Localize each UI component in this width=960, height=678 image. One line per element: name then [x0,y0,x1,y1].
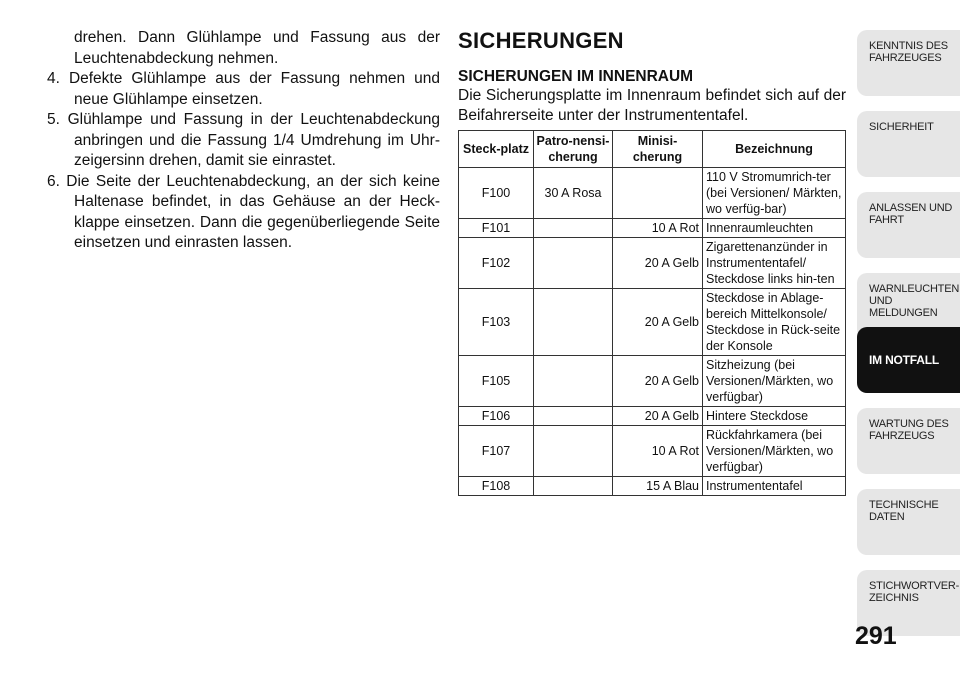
tab-warnleuchten[interactable]: WARNLEUCHTEN UND MELDUNGEN [857,273,960,339]
table-cell [534,477,613,496]
step-text: Defekte Glühlampe aus der Fassung nehmen und neue Glühlampe einsetzen. [68,70,440,108]
step-5 [26,110,440,172]
page-number: 291 [855,622,897,650]
step-text: Die Seite der Leuchtenabdeckung, an der sich keine Haltenase befindet, in das Gehäuse an der Heck-klappe einsetzen. Dann die gegenüberliegende Seite einsetzen und einrasten lassen. [66,172,440,251]
table-cell: Zigarettenanzünder in Instrumententafel/ Steckdose links hin-ten [703,238,846,289]
section-subtitle: SICHERUNGEN IM INNENRAUM [458,68,694,85]
tab-kenntnis[interactable]: KENNTNIS DES FAHRZEUGES [857,30,960,96]
table-row [459,168,846,219]
table-cell: 20 A Gelb [613,238,703,289]
step-number: 4. [47,70,60,87]
table-cell: Innenraumleuchten [703,219,846,238]
table-cell [534,289,613,356]
table-cell: Instrumententafel [703,477,846,496]
continued-text: drehen. Dann Glühlampe und Fassung aus der Leuchtenabdeckung nehmen. [74,29,440,67]
section-title: SICHERUNGEN [458,28,624,53]
table-cell: Sitzheizung (bei Versionen/Märkten, wo verfügbar) [703,356,846,407]
table-cell: F107 [459,426,534,477]
table-cell: F103 [459,289,534,356]
table-cell: 20 A Gelb [613,407,703,426]
step-4 [26,69,440,110]
column-header: Minisi-cherung [613,131,703,168]
table-row [459,407,846,426]
tab-anlassen[interactable]: ANLASSEN UND FAHRT [857,192,960,258]
table-row [459,238,846,289]
tab-sicherheit[interactable]: SICHERHEIT [857,111,960,177]
right-column [458,28,846,496]
tab-stichwortverzeichnis[interactable]: STICHWORTVER-ZEICHNIS [857,570,960,636]
table-row [459,426,846,477]
table-body [459,168,846,496]
table-header-row [459,131,846,168]
table-row [459,289,846,356]
table-cell [613,168,703,219]
table-cell: F102 [459,238,534,289]
table-cell: 10 A Rot [613,426,703,477]
column-header: Bezeichnung [703,131,846,168]
table-cell: 20 A Gelb [613,356,703,407]
table-cell: Steckdose in Ablage-bereich Mittelkonsole/ Steckdose in Rück-seite der Konsole [703,289,846,356]
table-row [459,219,846,238]
step-number: 6. [47,172,60,190]
table-cell [534,356,613,407]
table-row [459,477,846,496]
table-row [459,356,846,407]
table-cell [534,426,613,477]
tab-wartung[interactable]: WARTUNG DES FAHRZEUGS [857,408,960,474]
left-column [26,28,440,254]
table-cell: 15 A Blau [613,477,703,496]
intro-text: Die Sicherungsplatte im Innenraum befindet sich auf der Beifahrerseite unter der Instrumententafel. [458,87,846,124]
step-number: 5. [47,111,60,128]
column-header: Patro-nensi-cherung [534,131,613,168]
table-cell: F108 [459,477,534,496]
table-cell: F101 [459,219,534,238]
tab-technische-daten[interactable]: TECHNISCHE DATEN [857,489,960,555]
column-header: Steck-platz [459,131,534,168]
table-cell: Hintere Steckdose [703,407,846,426]
table-cell: 10 A Rot [613,219,703,238]
table-cell: Rückfahrkamera (bei Versionen/Märkten, wo verfügbar) [703,426,846,477]
table-cell [534,238,613,289]
table-cell: 20 A Gelb [613,289,703,356]
fuse-table [458,130,846,496]
step-6 [26,172,440,254]
table-cell: F106 [459,407,534,426]
table-cell: 30 A Rosa [534,168,613,219]
table-cell: 110 V Stromumrich-ter (bei Versionen/ Märkten, wo verfüg-bar) [703,168,846,219]
table-cell [534,219,613,238]
table-cell: F100 [459,168,534,219]
step-text: Glühlampe und Fassung in der Leuchtenabdeckung anbringen und die Fassung 1/4 Umdrehung im Uhr-zeigersinn drehen, damit sie einrastet. [67,111,440,169]
table-cell: F105 [459,356,534,407]
table-cell [534,407,613,426]
tab-im-notfall[interactable]: IM NOTFALL [857,327,960,393]
